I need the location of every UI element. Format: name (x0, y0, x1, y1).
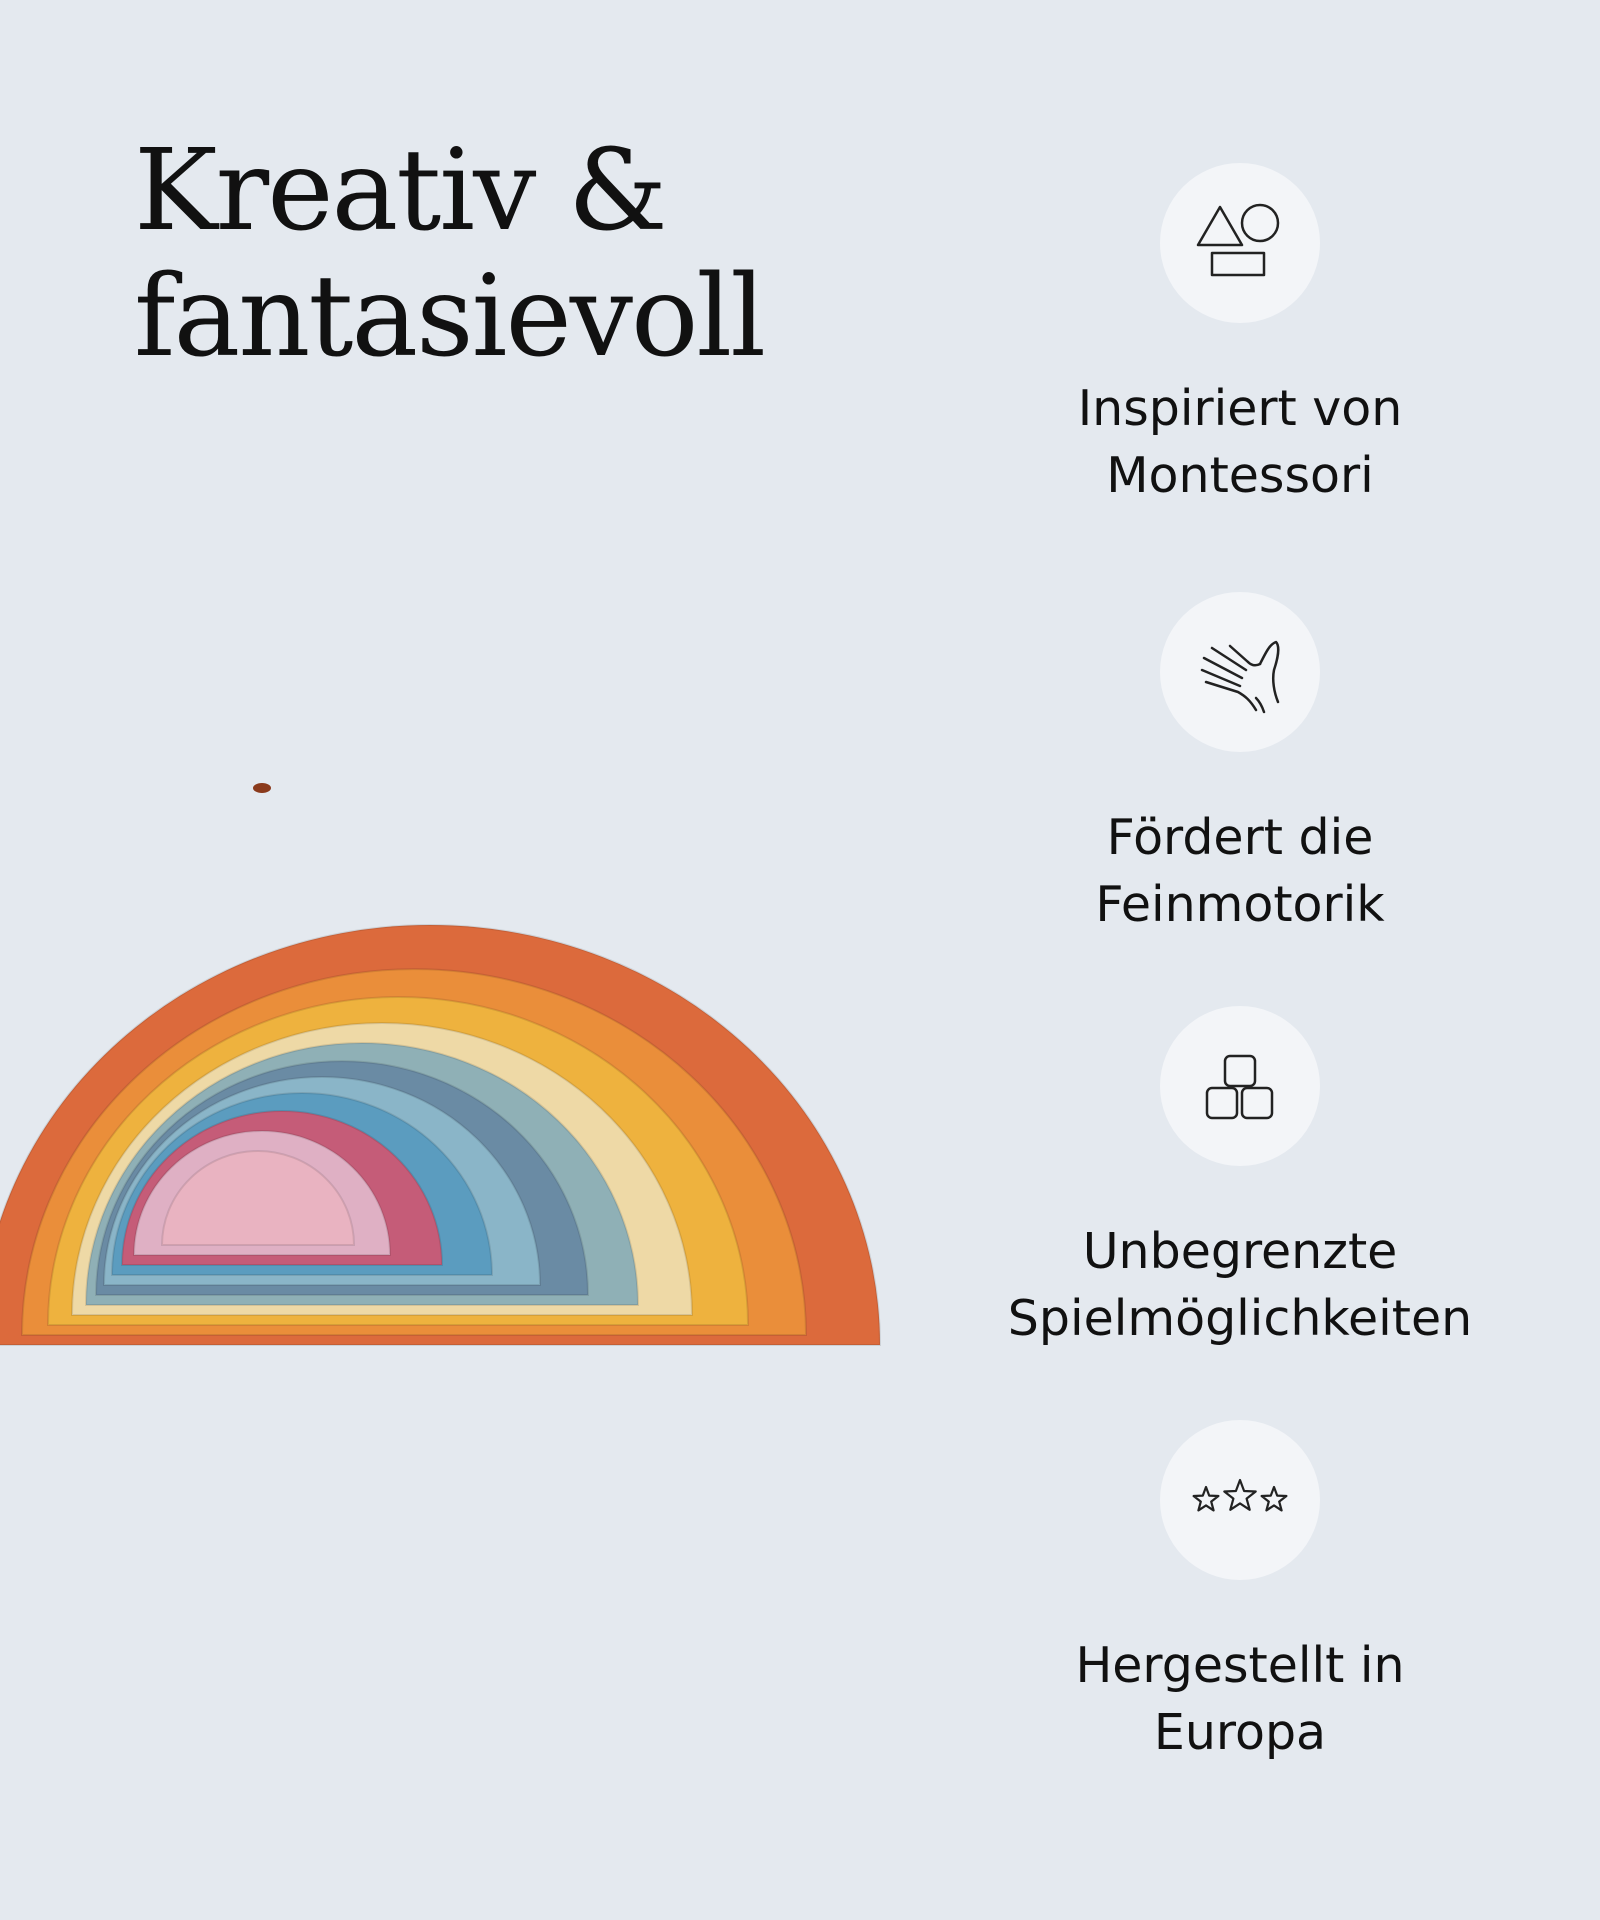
feature-label-line-2: Spielmöglichkeiten (1007, 1290, 1473, 1347)
feature-label-line-1: Inspiriert von (1077, 380, 1403, 437)
shapes-icon (1190, 193, 1290, 293)
wooden-rainbow-image (0, 740, 900, 1440)
blocks-icon (1190, 1036, 1290, 1136)
feature-label-line-2: Montessori (1106, 447, 1374, 504)
page-title-line-1: Kreativ & (134, 126, 666, 256)
stars-icon (1190, 1450, 1290, 1550)
feature-icon-circle (1160, 592, 1320, 752)
feature-icon-circle (1160, 1006, 1320, 1166)
feature-montessori (990, 163, 1490, 509)
feature-label-line-1: Fördert die (1106, 809, 1374, 866)
feature-icon-circle (1160, 1420, 1320, 1580)
feature-label (990, 1632, 1490, 1766)
rainbow-hole (253, 783, 271, 793)
page-title-line-2: fantasievoll (134, 252, 765, 382)
feature-label-line-1: Hergestellt in (1075, 1637, 1405, 1694)
feature-label-line-1: Unbegrenzte (1082, 1223, 1398, 1280)
feature-label (990, 375, 1490, 509)
feature-play-options (990, 1006, 1490, 1352)
feature-label (990, 1218, 1490, 1352)
feature-made-in-europe (990, 1420, 1490, 1766)
feature-label (990, 804, 1490, 938)
feature-icon-circle (1160, 163, 1320, 323)
hand-icon (1190, 622, 1290, 722)
feature-label-line-2: Feinmotorik (1095, 876, 1385, 933)
feature-fine-motor (990, 592, 1490, 938)
feature-label-line-2: Europa (1153, 1704, 1327, 1761)
page-title (134, 128, 764, 380)
rainbow-arches (0, 783, 880, 1345)
